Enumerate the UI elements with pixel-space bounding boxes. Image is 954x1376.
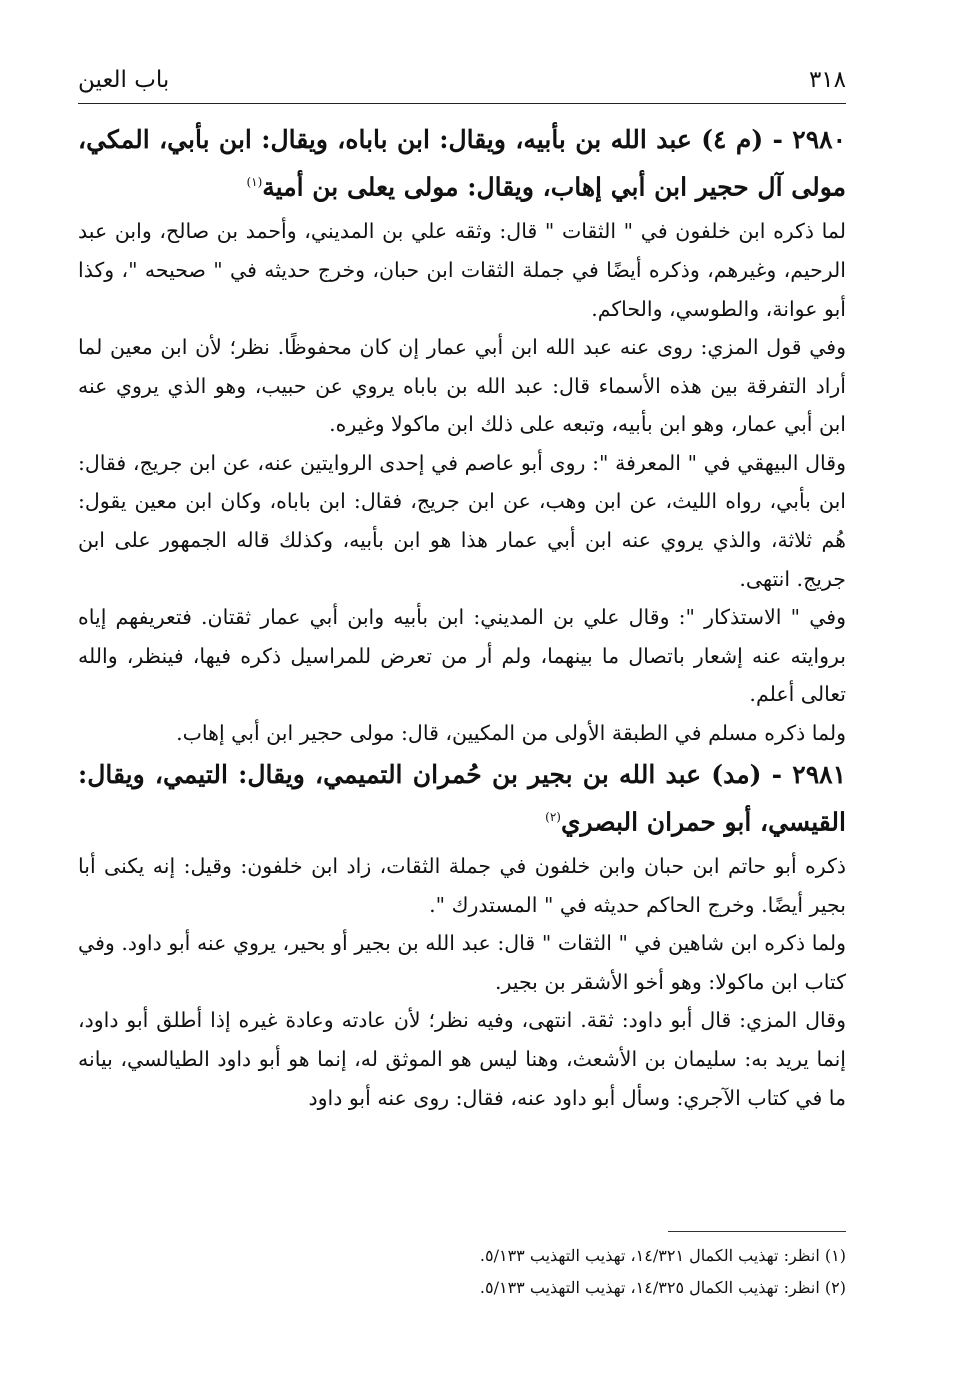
footnote: (٢) انظر: تهذيب الكمال ١٤/٣٢٥، تهذيب التهذيب ٥/١٣٣. [479, 1278, 846, 1297]
entry-heading-text: ٢٩٨٠ - (م ٤) عبد الله بن بأبيه، ويقال: ابن باباه، ويقال: ابن بأبي، المكي، مولى آل حجير ابن أبي إهاب، ويقال: مولى يعلى بن أمية [78, 125, 846, 202]
paragraph: ذكره أبو حاتم ابن حبان وابن خلفون في جملة الثقات، زاد ابن خلفون: وقيل: إنه يكنى أبا بجير أيضًا. وخرج الحاكم حديثه في " المستدرك ". [78, 853, 846, 917]
footnote-ref: (١) [246, 175, 263, 189]
main-text [78, 118, 846, 1117]
paragraph: وقال المزي: قال أبو داود: ثقة. انتهى، وفيه نظر؛ لأن عادته وعادة غيره إذا أطلق أبو داود، إنما يريد به: سليمان بن الأشعث، وهنا ليس هو الموثق له، إنما هو أبو داود الطيالسي، بيانه ما في كتاب الآجري: وسأل أبو داود عنه، فقال: روى عنه أبو داود [78, 1008, 846, 1110]
paragraph: ولما ذكره ابن شاهين في " الثقات " قال: عبد الله بن بجير أو بحير، يروي عنه أبو داود. وفي كتاب ابن ماكولا: وهو أخو الأشقر بن بجير. [78, 931, 846, 994]
paragraph: وقال البيهقي في " المعرفة ": روى أبو عاصم في إحدى الروايتين عنه، عن ابن جريج، فقال: ابن بأبي، رواه الليث، عن ابن وهب، عن ابن جريج، فقال: ابن باباه، وكان ابن معين يقول: هُم ثلاثة، والذي يروي عنه ابن أبي عمار هذا هو ابن بأبيه، وكذلك قاله الجمهور على ابن جريج. انتهى. [78, 450, 846, 591]
footnote-divider [668, 1231, 846, 1232]
section-title: باب العين [78, 67, 170, 93]
paragraph: لما ذكره ابن خلفون في " الثقات " قال: وثقه علي بن المديني، وأحمد بن صالح، وابن عبد الرحيم، وغيرهم، وذكره أيضًا في جملة الثقات ابن حبان، وخرج حديثه في " صحيحه "، وكذا أبو عوانة، والطوسي، والحاكم. [78, 219, 846, 321]
entry-heading-text: ٢٩٨١ - (مد) عبد الله بن بجير بن حُمران التميمي، ويقال: التيمي، ويقال: القيسي، أبو حمران البصري [78, 759, 846, 836]
paragraph: وفي " الاستذكار ": وقال علي بن المديني: ابن بأبيه وابن أبي عمار ثقتان. فتعريفهم إياه بروايته عنه إشعار باتصال ما بينهما، ولم أر من تعرض للمراسيل ذكره فيها، فينظر، والله تعالى أعلم. [78, 605, 846, 707]
footnotes [78, 1240, 846, 1304]
header-divider [78, 103, 846, 104]
footnote-ref: (٢) [545, 809, 561, 824]
entry-heading-2980 [78, 118, 846, 208]
footnote: (١) انظر: تهذيب الكمال ١٤/٣٢١، تهذيب التهذيب ٥/١٣٣. [479, 1246, 846, 1265]
paragraph: وفي قول المزي: روى عنه عبد الله ابن أبي عمار إن كان محفوظًا. نظر؛ لأن ابن معين لما أراد التفرقة بين هذه الأسماء قال: عبد الله بن باباه يروي عن حبيب، وهو الذي يروي عنه ابن أبي عمار، وهو ابن بأبيه، وتبعه على ذلك ابن ماكولا وغيره. [78, 335, 846, 437]
paragraph: ولما ذكره مسلم في الطبقة الأولى من المكيين، قال: مولى حجير ابن أبي إهاب. [176, 721, 846, 746]
entry-heading-2981 [78, 753, 846, 843]
running-header [78, 62, 846, 98]
page-number: ٣١٨ [808, 67, 846, 93]
